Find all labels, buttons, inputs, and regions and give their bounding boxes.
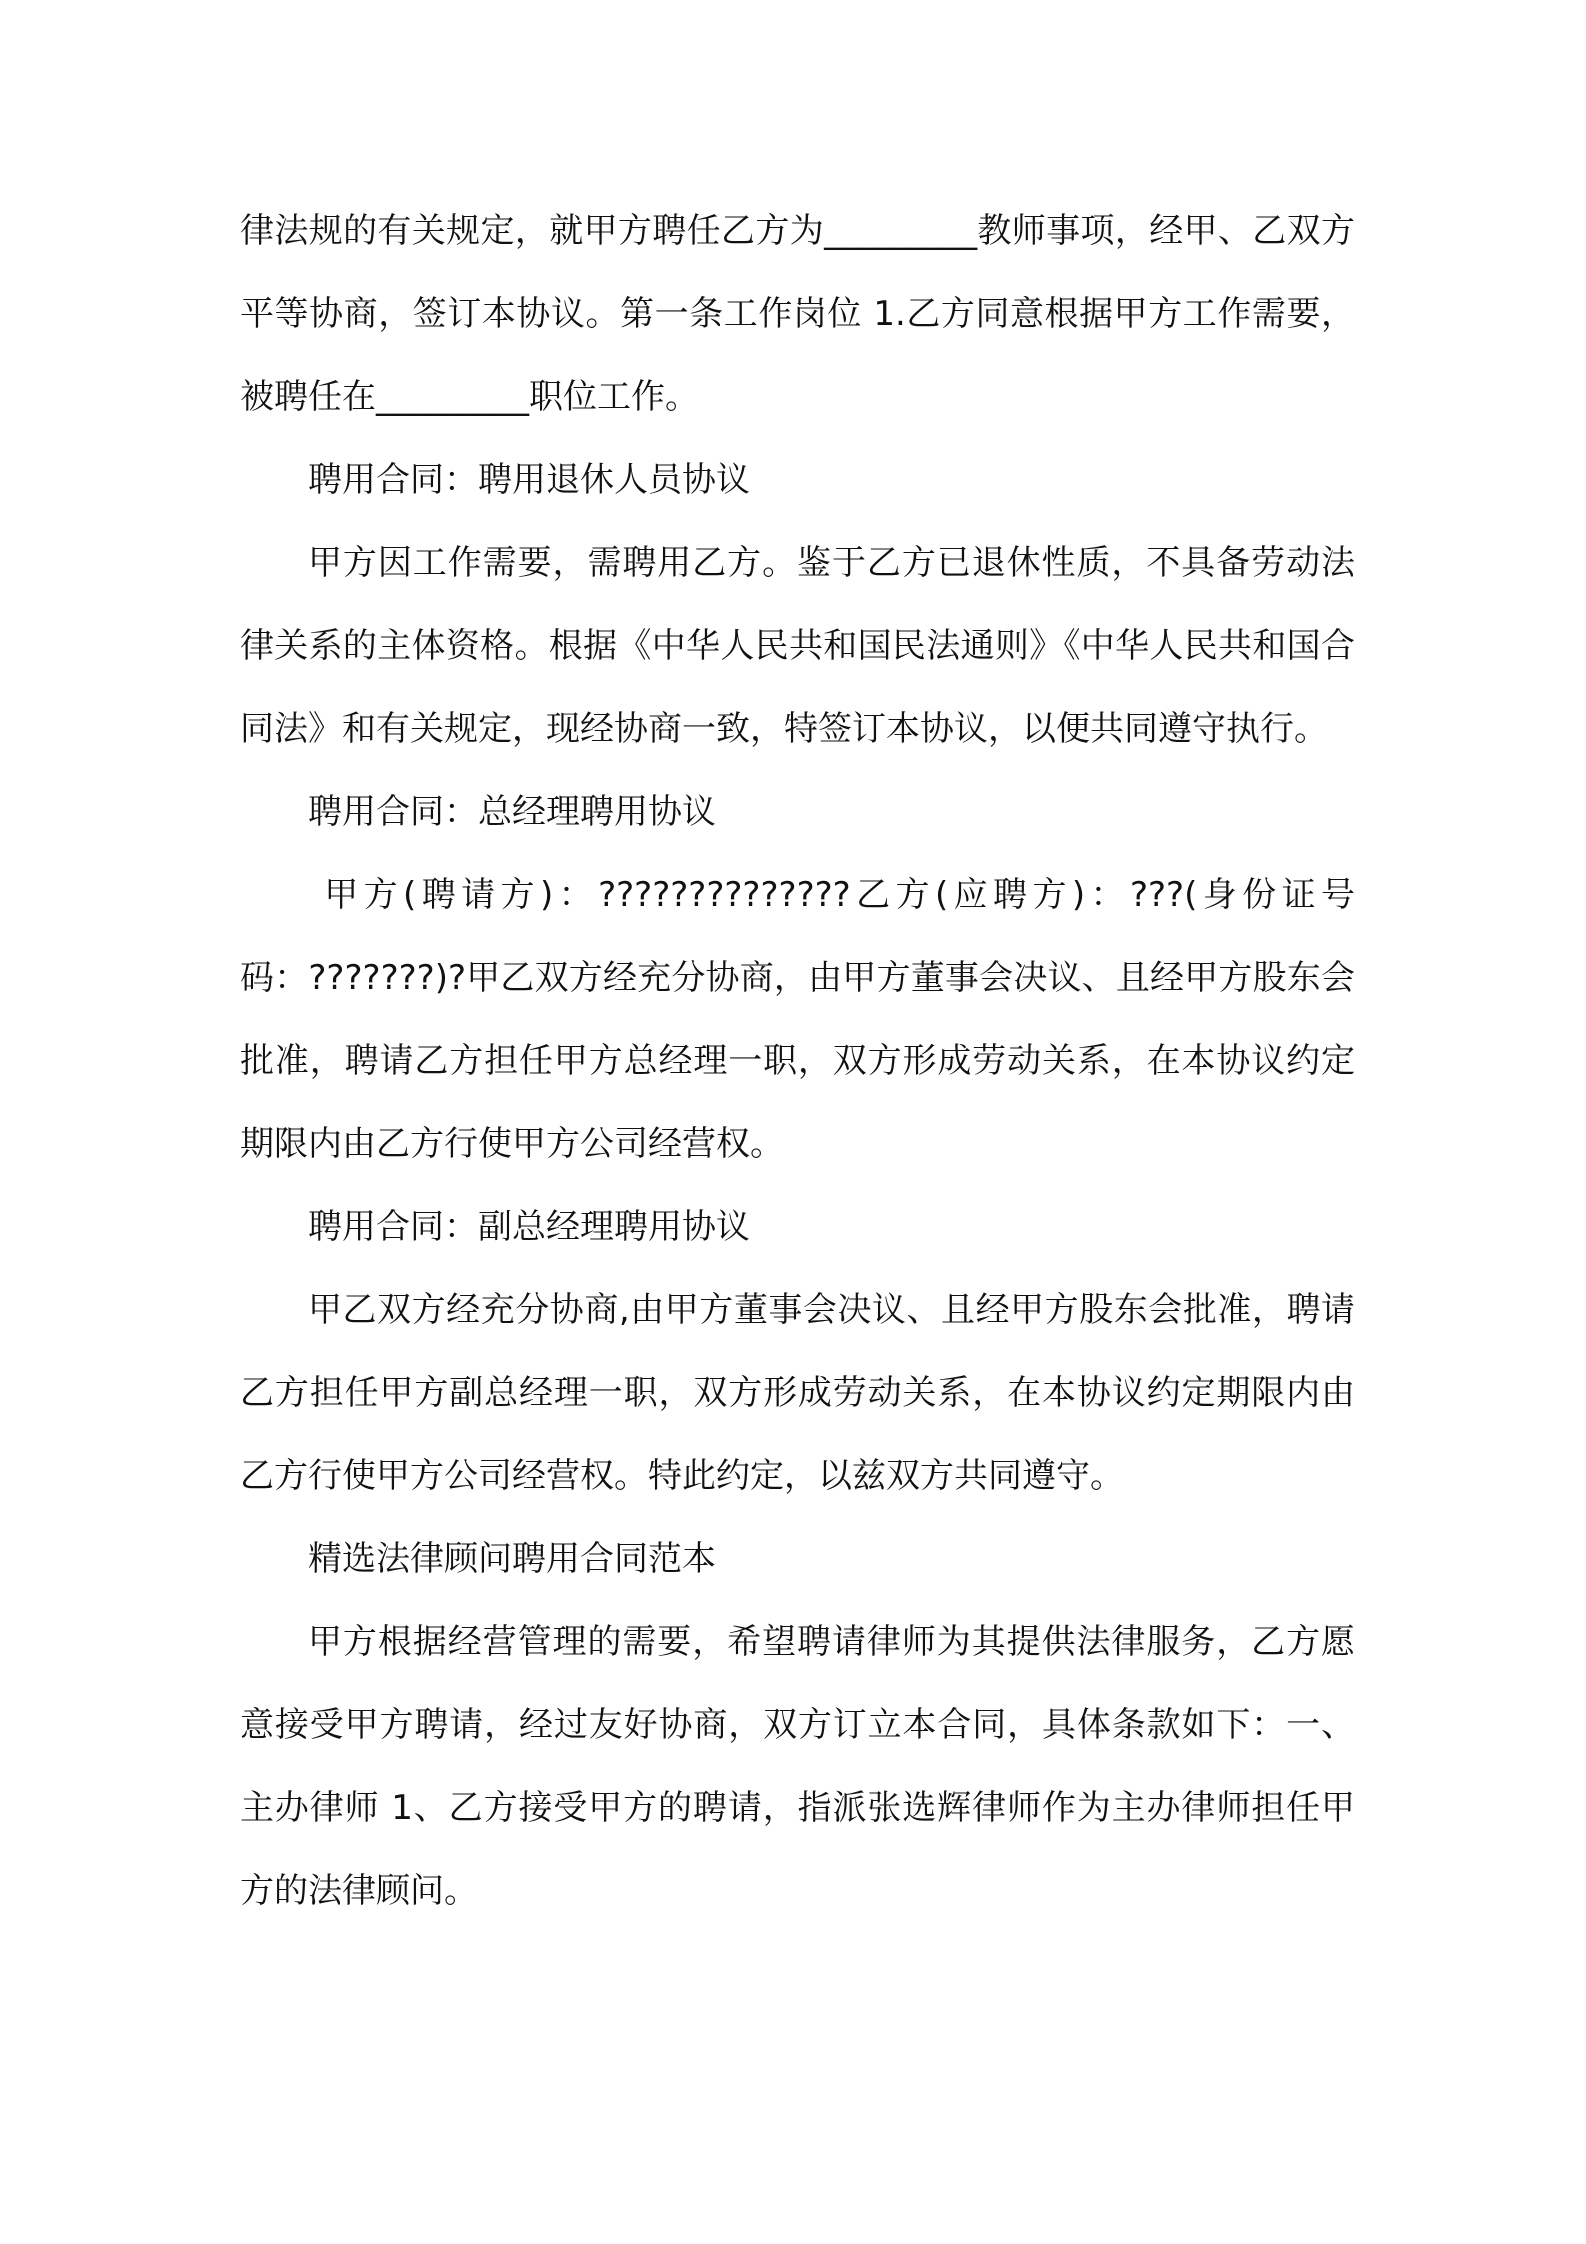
paragraph-deputy-general-manager-agreement: 甲乙双方经充分协商,由甲方董事会决议、且经甲方股东会批准，聘请乙方担任甲方副总经理一职，双方形成劳动关系，在本协议约定期限内由乙方行使甲方公司经营权。特此约定，以兹双方共同遵守。 [240,1290,1355,1496]
section-heading-retiree-agreement: 聘用合同：聘用退休人员协议 [308,460,750,500]
paragraph-general-manager-agreement: 甲方(聘请方)：??????????????乙方(应聘方)：???(身份证号码：???????)?甲乙双方经充分协商，由甲方董事会决议、且经甲方股东会批准，聘请乙方担任甲方总经理一职，双方形成劳动关系，在本协议约定期限内由乙方行使甲方公司经营权。 [240,875,1356,1164]
paragraph-continuation: 律法规的有关规定，就甲方聘任乙方为_________教师事项，经甲、乙双方平等协商，签订本协议。第一条工作岗位 1.乙方同意根据甲方工作需要，被聘任在_________职位工作。 [240,211,1355,417]
section-heading-legal-counsel-contract: 精选法律顾问聘用合同范本 [308,1539,716,1579]
paragraph-legal-counsel-contract: 甲方根据经营管理的需要，希望聘请律师为其提供法律服务，乙方愿意接受甲方聘请，经过友好协商，双方订立本合同，具体条款如下：一、主办律师 1、乙方接受甲方的聘请，指派张选辉律师作为主办律师担任甲方的法律顾问。 [240,1622,1355,1911]
paragraph-retiree-agreement: 甲方因工作需要，需聘用乙方。鉴于乙方已退休性质，不具备劳动法律关系的主体资格。根据《中华人民共和国民法通则》《中华人民共和国合同法》和有关规定，现经协商一致，特签订本协议，以便共同遵守执行。 [240,543,1355,749]
section-heading-deputy-general-manager-agreement: 聘用合同：副总经理聘用协议 [308,1207,750,1247]
document-page [240,190,1355,1933]
section-heading-general-manager-agreement: 聘用合同：总经理聘用协议 [308,792,716,832]
